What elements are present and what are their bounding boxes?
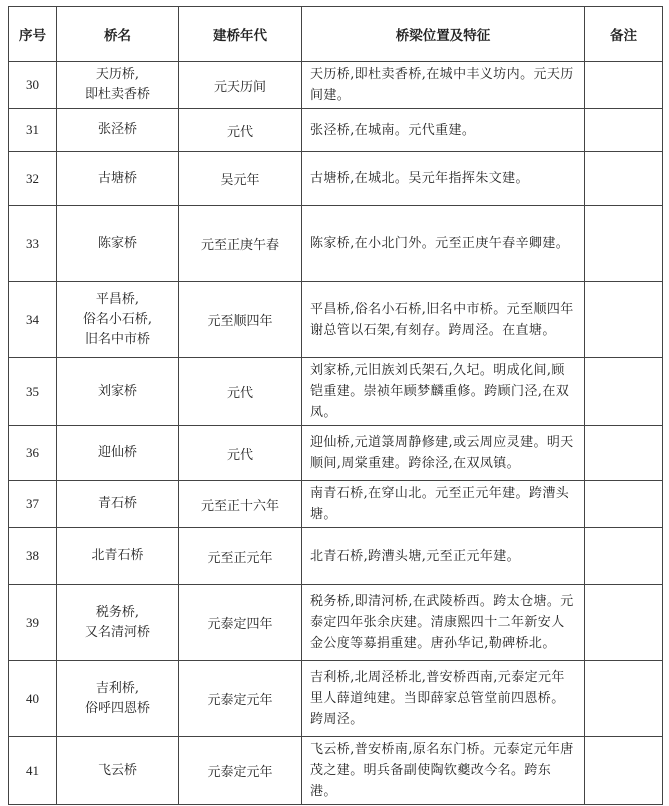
cell-name (57, 206, 179, 282)
table-row (9, 585, 663, 661)
cell-no: 39 (9, 585, 57, 661)
cell-desc: 古塘桥,在城北。吴元年指挥朱文建。 (302, 152, 585, 206)
cell-era: 元至正庚午春 (179, 206, 302, 282)
cell-note (585, 426, 663, 481)
cell-name (57, 152, 179, 206)
cell-desc: 平昌桥,俗名小石桥,旧名中市桥。元至顺四年谢总管以石架,有刻存。跨周泾。在直塘。 (302, 282, 585, 358)
cell-desc: 南青石桥,在穿山北。元至正元年建。跨漕头塘。 (302, 481, 585, 528)
table-row (9, 737, 663, 805)
header-era: 建桥年代 (179, 7, 302, 62)
cell-name (57, 282, 179, 358)
cell-desc: 北青石桥,跨漕头塘,元至正元年建。 (302, 528, 585, 585)
table-row (9, 528, 663, 585)
bridge-name-line: 吉利桥, (95, 680, 140, 696)
cell-name (57, 585, 179, 661)
cell-no: 35 (9, 358, 57, 426)
table-row (9, 661, 663, 737)
cell-no: 37 (9, 481, 57, 528)
cell-desc: 刘家桥,元旧族刘氏架石,久圮。明成化间,顾铠重建。崇祯年顾梦麟重修。跨顾门泾,在双凤。 (302, 358, 585, 426)
cell-name (57, 358, 179, 426)
bridge-name-line: 古塘桥 (97, 170, 137, 186)
cell-desc: 陈家桥,在小北门外。元至正庚午春辛卿建。 (302, 206, 585, 282)
cell-note (585, 481, 663, 528)
bridge-name-line: 青石桥 (97, 496, 137, 511)
cell-note (585, 152, 663, 206)
cell-desc: 税务桥,即清河桥,在武陵桥西。跨太仓塘。元泰定四年张余庆建。清康熙四十二年新安人金公度等募捐重建。唐孙华记,勒碑桥北。 (302, 585, 585, 661)
cell-note (585, 737, 663, 805)
table-row (9, 481, 663, 528)
cell-era: 元天历间 (179, 62, 302, 109)
cell-desc: 张泾桥,在城南。元代重建。 (302, 109, 585, 152)
table-row (9, 109, 663, 152)
bridge-name-line: 飞云桥 (97, 762, 137, 778)
cell-era: 元代 (179, 358, 302, 426)
bridge-name-line: 陈家桥 (97, 235, 137, 251)
cell-no: 34 (9, 282, 57, 358)
bridge-name-line: 北青石桥 (91, 548, 144, 563)
cell-era: 元泰定元年 (179, 737, 302, 805)
cell-name (57, 528, 179, 585)
bridge-name-line: 即杜卖香桥 (84, 87, 150, 102)
bridge-name-line: 税务桥, (95, 604, 140, 620)
cell-no: 33 (9, 206, 57, 282)
cell-era: 元泰定元年 (179, 661, 302, 737)
cell-desc: 飞云桥,普安桥南,原名东门桥。元泰定元年唐茂之建。明兵备副使陶钦夔改今名。跨东港。 (302, 737, 585, 805)
cell-desc: 天历桥,即杜卖香桥,在城中丰义坊内。元天历间建。 (302, 62, 585, 109)
bridge-name-line: 张泾桥 (97, 122, 137, 137)
table-row (9, 152, 663, 206)
bridge-name-line: 俗呼四恩桥 (84, 700, 150, 716)
cell-note (585, 62, 663, 109)
cell-era: 元泰定四年 (179, 585, 302, 661)
cell-no: 38 (9, 528, 57, 585)
bridge-name-line: 天历桥, (95, 67, 140, 82)
cell-note (585, 358, 663, 426)
cell-no: 36 (9, 426, 57, 481)
cell-note (585, 206, 663, 282)
cell-era: 元至正十六年 (179, 481, 302, 528)
cell-note (585, 282, 663, 358)
cell-name (57, 661, 179, 737)
cell-era: 吴元年 (179, 152, 302, 206)
header-row (9, 7, 663, 62)
header-note: 备注 (585, 7, 663, 62)
cell-era: 元代 (179, 426, 302, 481)
cell-era: 元至顺四年 (179, 282, 302, 358)
cell-desc: 迎仙桥,元道箓周静修建,或云周应灵建。明天顺间,周棠重建。跨徐泾,在双凤镇。 (302, 426, 585, 481)
cell-era: 元代 (179, 109, 302, 152)
cell-name (57, 737, 179, 805)
table-row (9, 62, 663, 109)
cell-name (57, 62, 179, 109)
bridge-table (8, 6, 663, 805)
cell-name (57, 481, 179, 528)
table-row (9, 426, 663, 481)
bridge-name-line: 俗名小石桥, (82, 311, 153, 327)
cell-note (585, 585, 663, 661)
cell-no: 40 (9, 661, 57, 737)
table-row (9, 282, 663, 358)
bridge-name-line: 平昌桥, (95, 291, 140, 307)
cell-no: 32 (9, 152, 57, 206)
table-row (9, 206, 663, 282)
cell-note (585, 109, 663, 152)
bridge-name-line: 刘家桥 (97, 383, 137, 399)
cell-no: 41 (9, 737, 57, 805)
header-no: 序号 (9, 7, 57, 62)
header-desc: 桥梁位置及特征 (302, 7, 585, 62)
cell-note (585, 528, 663, 585)
cell-no: 31 (9, 109, 57, 152)
bridge-name-line: 迎仙桥 (97, 445, 137, 460)
cell-era: 元至正元年 (179, 528, 302, 585)
cell-desc: 吉利桥,北周泾桥北,普安桥西南,元泰定元年里人薛道纯建。当即薛家总管堂前四恩桥。跨周泾。 (302, 661, 585, 737)
table-row (9, 358, 663, 426)
cell-name (57, 426, 179, 481)
bridge-name-line: 又名清河桥 (84, 624, 150, 640)
bridge-name-line: 旧名中市桥 (84, 331, 150, 347)
cell-note (585, 661, 663, 737)
cell-name (57, 109, 179, 152)
cell-no: 30 (9, 62, 57, 109)
header-name: 桥名 (57, 7, 179, 62)
